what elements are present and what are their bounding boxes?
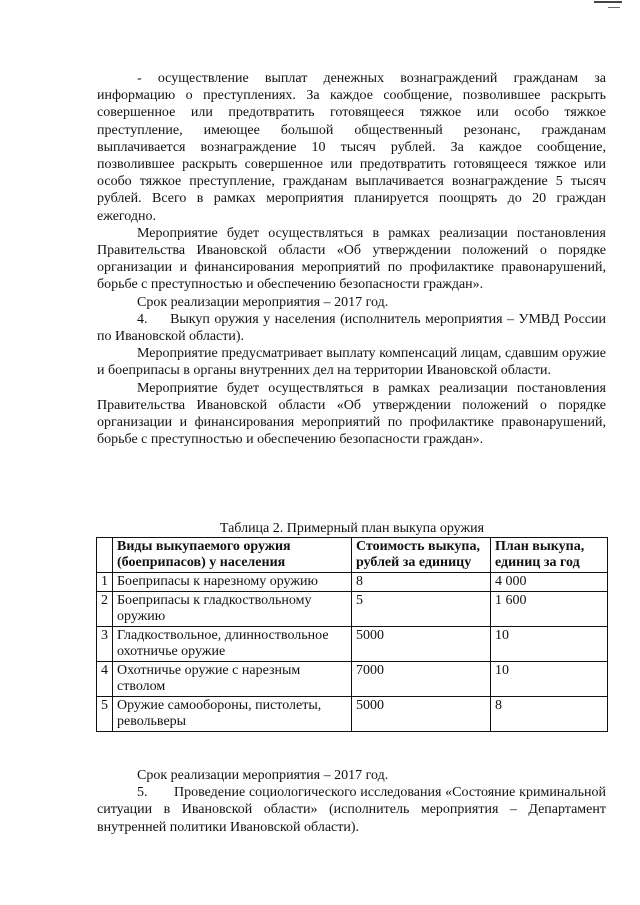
row-cost: 5000	[352, 627, 491, 662]
table-row	[97, 697, 608, 732]
scan-artifact	[608, 7, 620, 8]
scan-artifact	[594, 1, 622, 3]
row-number: 3	[97, 627, 113, 662]
body-text	[97, 70, 606, 448]
paragraph-item-4-heading: 4. Выкуп оружия у населения (исполнитель мероприятия – УМВД России по Ивановской области).	[97, 311, 606, 345]
paragraph-compensation: Мероприятие предусматривает выплату компенсаций лицам, сдавшим оружие и боеприпасы в органы внутренних дел на территории Ивановской области.	[97, 346, 606, 379]
header-weapon-kind: Виды выкупаемого оружия (боеприпасов) у населения	[113, 538, 352, 573]
row-number: 1	[97, 573, 113, 592]
paragraph-item-5-heading: 5. Проведение социологического исследования «Состояние криминальной ситуации в Ивановской области» (исполнитель мероприятия – Департамент внутренней политики Ивановской области).	[97, 785, 606, 835]
row-plan: 1 600	[491, 592, 608, 627]
row-number: 4	[97, 662, 113, 697]
table-header-row	[97, 538, 608, 573]
table-caption: Таблица 2. Примерный план выкупа оружия	[219, 521, 485, 536]
paragraph-implementation-basis-2: Мероприятие будет осуществляться в рамках реализации постановления Правительства Ивановской области «Об утверждении положений о порядке организации и финансирования мероприятий по профилактике правонарушений, борьбе с преступностью и обеспечению безопасности граждан».	[97, 380, 606, 448]
row-number: 2	[97, 592, 113, 627]
paragraph-term-2: Срок реализации мероприятия – 2017 год.	[137, 768, 389, 783]
row-number: 5	[97, 697, 113, 732]
row-plan: 4 000	[491, 573, 608, 592]
row-cost: 5	[352, 592, 491, 627]
row-cost: 8	[352, 573, 491, 592]
table-row	[97, 627, 608, 662]
paragraph-implementation-basis: Мероприятие будет осуществляться в рамках реализации постановления Правительства Ивановской области «Об утверждении положений о порядке организации и финансирования мероприятий по профилактике правонарушений, борьбе с преступностью и обеспечению безопасности граждан».	[97, 225, 606, 293]
row-weapon-kind: Боеприпасы к нарезному оружию	[113, 573, 352, 592]
table-row	[97, 662, 608, 697]
row-weapon-kind: Гладкоствольное, длинноствольное охотничье оружие	[113, 627, 352, 662]
row-plan: 8	[491, 697, 608, 732]
row-cost: 5000	[352, 697, 491, 732]
weapon-buyback-table	[96, 537, 608, 732]
header-number	[97, 538, 113, 573]
row-weapon-kind: Оружие самообороны, пистолеты, револьверы	[113, 697, 352, 732]
header-cost: Стоимость выкупа, рублей за единицу	[352, 538, 491, 573]
paragraph-reward-payments: - осуществление выплат денежных вознаграждений гражданам за информацию о преступлениях. За каждое сообщение, позволившее раскрыть совершенное или предотвратить готовящееся тяжкое или особо тяжкое преступление, имеющее большой общественный резонанс, гражданам выплачивается вознаграждение 10 тысяч рублей. За каждое сообщение, позволившее раскрыть совершенное или предотвратить готовящееся тяжкое или особо тяжкое преступление, гражданам выплачивается вознаграждение 5 тысяч рублей. Всего в рамках мероприятия планируется поощрять до 20 граждан ежегодно.	[97, 71, 606, 224]
row-plan: 10	[491, 627, 608, 662]
table-row	[97, 592, 608, 627]
after-table-text	[97, 767, 606, 836]
row-weapon-kind: Охотничье оружие с нарезным стволом	[113, 662, 352, 697]
header-plan: План выкупа, единиц за год	[491, 538, 608, 573]
row-weapon-kind: Боеприпасы к гладкоствольному оружию	[113, 592, 352, 627]
row-cost: 7000	[352, 662, 491, 697]
table-row	[97, 573, 608, 592]
paragraph-term: Срок реализации мероприятия – 2017 год.	[137, 294, 389, 310]
row-plan: 10	[491, 662, 608, 697]
